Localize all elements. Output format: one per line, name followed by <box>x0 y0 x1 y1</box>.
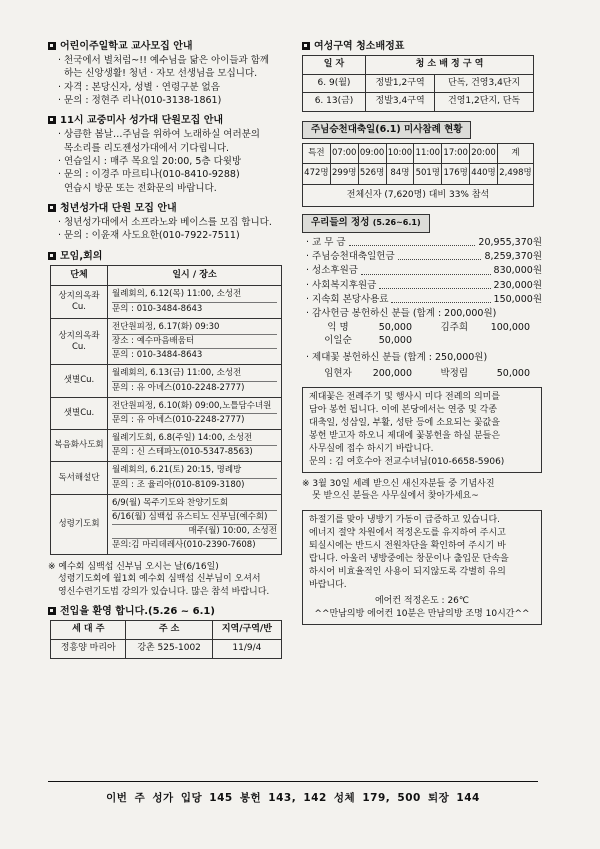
group-cell: 샛별Cu. <box>51 365 108 397</box>
table-header-row <box>51 621 282 640</box>
energy-temp: 에어컨 적정온도 : 26℃ <box>374 595 470 606</box>
attendance-section <box>302 119 542 207</box>
hymn-footer: 이번 주 성가 입당 145 봉헌 143, 142 성체 179, 500 퇴장 144 <box>106 792 480 804</box>
meetings-title: 모임,회의 <box>60 250 103 262</box>
offering-row: · 사회복지후원금 230,000원 <box>306 279 542 291</box>
details-cell: 전단원피정, 6.17(화) 09:30 장소 : 예수마음배움터 문의 : 010-3484-8643 <box>108 318 282 365</box>
teacher-recruit-title: 어린이주일학교 교사모집 안내 <box>60 41 193 52</box>
details-cell: 6/9(월) 목주기도와 찬양기도회 6/16(월) 심백섭 유스티노 신부님(예수회) 매주(월) 10:00, 소성전 문의:김 마리데레사(010-2390-7608) <box>108 494 282 555</box>
table-row: 정흥양 마리아 강촌 525-1002 11/9/4 <box>51 640 282 659</box>
jesuit-visit-note: ※ 예수회 심백섭 신부님 오시는 날(6/16일) 성령기도회에 월1회 예수회 심백섭 신부님이 오셔서 영신수련기도법 강의가 있습니다. 많은 참석 바랍니다. <box>48 562 270 597</box>
teacher-recruit-section <box>48 40 288 107</box>
offering-row: · 교 무 금 20,955,370원 <box>306 236 542 248</box>
group-cell: 독서해설단 <box>51 462 108 494</box>
cleaning-table <box>302 55 534 112</box>
altar-title: · 제대꽃 봉헌하신 분들 (합계 : 250,000원) <box>306 352 488 364</box>
left-column <box>48 40 288 666</box>
meetings-table <box>50 265 282 556</box>
choir-recruit-title: 11시 교중미사 성가대 단원모집 안내 <box>60 115 224 127</box>
table-row <box>51 397 282 429</box>
table-row <box>51 462 282 494</box>
choir-line: 목소리를 리도젠성가대에서 기다립니다. <box>64 142 230 154</box>
offerings-title: 우리들의 정성 <box>311 217 370 229</box>
cleaning-section <box>302 40 542 112</box>
group-cell: 상지의옥좌Cu. <box>51 318 108 365</box>
square-bullet-icon <box>48 607 56 615</box>
move-in-title: 전입을 환영 합니다.(5.26 ~ 6.1) <box>60 606 215 618</box>
choir-line: · 문의 : 이경주 마르티나(010-8410-9288) <box>58 169 240 181</box>
table-row: 6. 9(월) 정발1,2구역 단독, 건영3,4단지 <box>303 74 534 93</box>
altar-flower-notice: 제대꽃은 전례주기 및 행사시 미다 전례의 의미를 담아 봉헌 됩니다. 이에 본당에서는 연중 및 각종 대축일, 성삼일, 부활, 성탄 등에 소요되는 꽃값을 봉헌 받고자 하오니 제대에 꽃봉헌을 하실 분들은 사무실에 접수 하시기 바랍니다. 문의 : 김 여호수아 전교수녀님(010-6658-5906) <box>302 387 542 473</box>
details-cell: 월례회의, 6.21(토) 20:15, 명례방 문의 : 조 율리아(010-8109-3180) <box>108 462 282 494</box>
teacher-line: · 천국에서 별처럼~!! 예수님을 닮은 아이들과 함께 <box>58 55 270 66</box>
footer-divider <box>48 781 538 782</box>
table-header-row <box>303 56 534 75</box>
square-bullet-icon <box>302 42 310 50</box>
choir-line: 연습시 방문 또는 전화문의 바랍니다. <box>64 182 217 194</box>
youth-choir-line: · 청년성가대에서 소프라노와 베이스를 모집 합니다. <box>58 217 272 229</box>
square-bullet-icon <box>48 42 56 50</box>
group-cell: 상지의옥좌Cu. <box>51 286 108 318</box>
attendance-total: 전체신자 (7,620명) 대비 33% 참석 <box>303 184 534 207</box>
column-header: 세 대 주 <box>51 621 126 640</box>
column-header: 단체 <box>51 265 108 286</box>
table-row <box>51 430 282 462</box>
group-cell: 샛별Cu. <box>51 397 108 429</box>
offerings-period: (5.26~6.1) <box>372 218 421 228</box>
column-header: 주 소 <box>126 621 212 640</box>
table-row: 472명 299명 526명 84명 501명 176명 440명 2,498명 <box>303 164 534 184</box>
details-cell: 월례회의, 6.12(목) 11:00, 소성전 문의 : 010-3484-8643 <box>108 286 282 318</box>
energy-notice: 하절기를 맞아 냉방기 가동이 급증하고 있습니다. 에너지 절약 차원에서 적정온도를 유지하여 주시고 퇴실시에는 반드시 전원차단을 확인하여 주시기 바 랍니다. 아울러 냉방중에는 창문이나 출입문 단속을 하시어 비효율적인 사용이 되지않도록 각별히 유의 바랍니다. 에어컨 적정온도 : 26℃ ^^만남의방 에어컨 10분은 만남의방 조명 10시간^^ <box>302 510 542 625</box>
teacher-line: 하는 신앙생활! 청년 · 자모 선생님을 모십니다. <box>64 68 258 80</box>
choir-line: · 상큼한 봄날…주님을 위하여 노래하실 여러분의 <box>58 129 260 141</box>
offering-row: · 성소후원금 830,000원 <box>306 265 542 277</box>
table-row <box>51 318 282 365</box>
donor-row: 익 명 50,000 김주희 100,000 <box>327 321 530 333</box>
offering-row: · 주님승천대축일헌금 8,259,370원 <box>306 250 542 262</box>
attendance-title: 주님승천대축일(6.1) 미사참례 현황 <box>302 121 471 139</box>
thanks-title: · 감사헌금 봉헌하신 분들 (합계 : 200,000원) <box>306 308 497 320</box>
choir-line: · 연습일시 : 매주 목요일 20:00, 5층 다윗방 <box>58 156 242 168</box>
move-in-section <box>48 605 288 658</box>
group-cell: 성령기도회 <box>51 494 108 555</box>
column-header: 일시 / 장소 <box>108 265 282 286</box>
offering-row: · 지속회 본당사용료 150,000원 <box>306 293 542 305</box>
baptism-note: ※ 3월 30일 세례 받으신 새신자분들 중 기념사진 못 받으신 분들은 사무실에서 찾아가세요~ <box>302 479 495 501</box>
group-cell: 복음화사도회 <box>51 430 108 462</box>
table-row <box>51 286 282 318</box>
donor-row: 이일순 50,000 <box>324 334 412 346</box>
square-bullet-icon <box>48 252 56 260</box>
meetings-section <box>48 250 288 556</box>
teacher-line: · 자격 : 본당신자, 성별 · 연령구분 없음 <box>58 81 220 93</box>
column-header: 일 자 <box>303 56 366 75</box>
details-cell: 월례기도회, 6.8(주일) 14:00, 소성전 문의 : 신 스테파노(010-5347-8563) <box>108 430 282 462</box>
move-in-table <box>50 620 282 658</box>
table-row: 6. 13(금) 정발3,4구역 건영1,2단지, 단독 <box>303 93 534 112</box>
teacher-line: · 문의 : 정현주 리나(010-3138-1861) <box>58 95 222 107</box>
donor-row: 임현자 200,000 박정림 50,000 <box>324 367 530 379</box>
offerings-section <box>302 214 542 380</box>
square-bullet-icon <box>48 116 56 124</box>
details-cell: 전단원피정, 6.10(화) 09:00,노틀담수녀원 문의 : 유 아녜스(010-2248-2777) <box>108 397 282 429</box>
table-row <box>303 184 534 207</box>
cleaning-title: 여성구역 청소배정표 <box>314 41 405 52</box>
youth-choir-section <box>48 202 288 243</box>
column-header: 청 소 배 정 구 역 <box>366 56 534 75</box>
right-column <box>302 40 542 631</box>
table-row <box>51 365 282 397</box>
table-row: 특전 07:00 09:00 10:00 11:00 17:00 20:00 계 <box>303 144 534 164</box>
youth-choir-line: · 문의 : 이윤재 사도요한(010-7922-7511) <box>58 230 240 242</box>
attendance-table <box>302 143 534 207</box>
square-bullet-icon <box>48 204 56 212</box>
table-header-row <box>51 265 282 286</box>
column-header: 지역/구역/반 <box>212 621 281 640</box>
energy-note: ^^만남의방 에어컨 10분은 만남의방 조명 10시간^^ <box>314 608 530 619</box>
youth-choir-title: 청년성가대 단원 모집 안내 <box>60 203 177 215</box>
choir-recruit-section <box>48 114 288 195</box>
table-row <box>51 494 282 555</box>
details-cell: 월례회의, 6.13(금) 11:00, 소성전 문의 : 유 아녜스(010-2248-2777) <box>108 365 282 397</box>
